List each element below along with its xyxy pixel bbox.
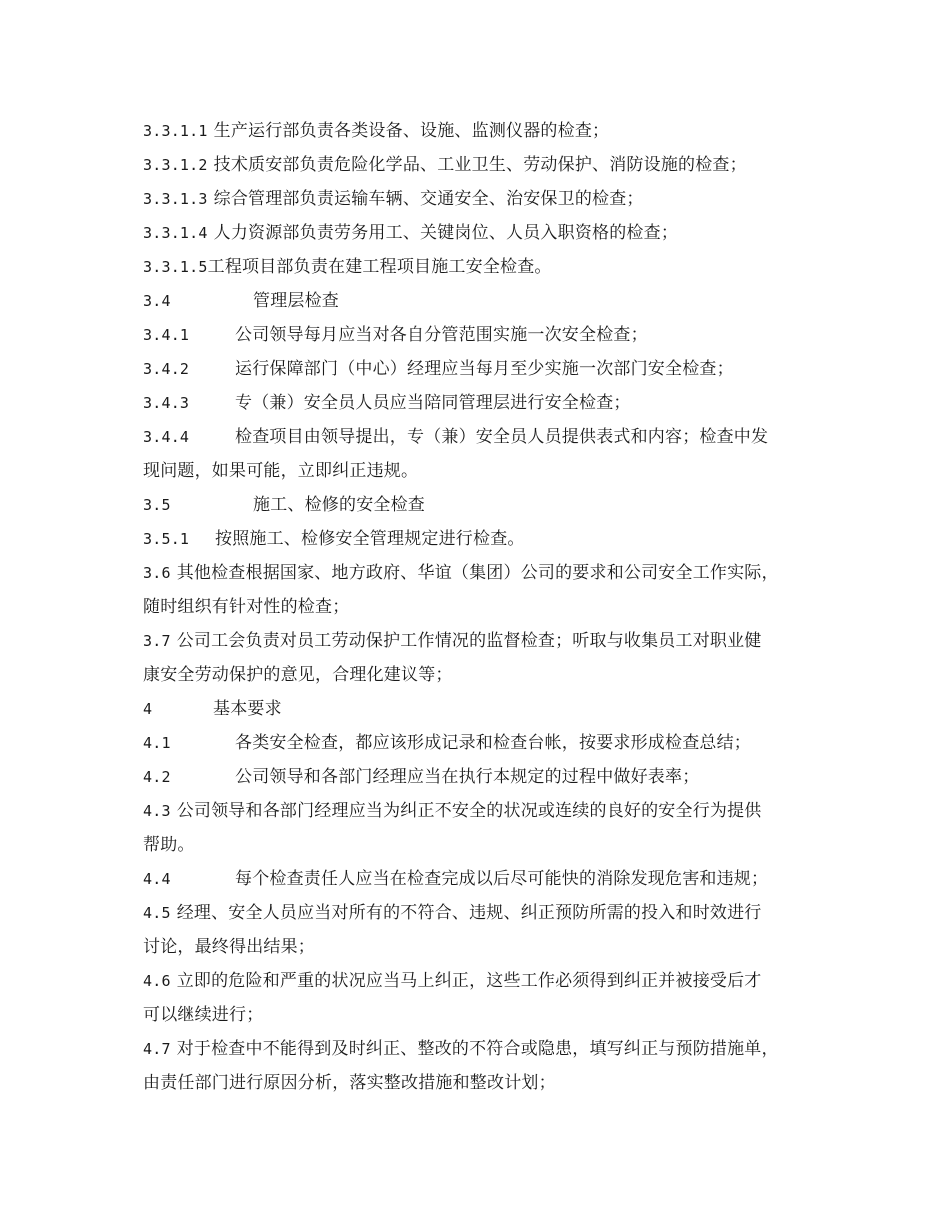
section-title: 管理层检查 — [253, 291, 339, 311]
clause-text: 各类安全检查，都应该形成记录和检查台帐，按要求形成检查总结； — [235, 733, 751, 753]
clause-3-7-continued — [143, 658, 823, 692]
section-3-4-heading — [143, 284, 823, 318]
clause-text: 立即的危险和严重的状况应当马上纠正，这些工作必须得到纠正并被接受后才 — [176, 971, 762, 991]
clause-text: 经理、安全人员应当对所有的不符合、违规、纠正预防所需的投入和时效进行 — [176, 903, 762, 923]
clause-number: 3.4.3 — [143, 394, 190, 412]
clause-number: 4.5 — [143, 904, 171, 922]
section-number: 3.4 — [143, 292, 171, 310]
clause-number: 3.3.1.2 — [143, 156, 208, 174]
clause-4-4 — [143, 862, 823, 896]
clause-4-7 — [143, 1032, 823, 1066]
clause-text: 随时组织有针对性的检查； — [143, 597, 350, 617]
clause-3-3-1-4 — [143, 216, 823, 250]
clause-3-3-1-1 — [143, 114, 823, 148]
clause-3-6-continued — [143, 590, 823, 624]
clause-3-3-1-5 — [143, 250, 823, 284]
section-4-heading — [143, 692, 823, 726]
clause-text: 每个检查责任人应当在检查完成以后尽可能快的消除发现危害和违规； — [235, 869, 769, 889]
section-title: 施工、检修的安全检查 — [253, 495, 425, 515]
clause-text: 生产运行部负责各类设备、设施、监测仪器的检查； — [213, 121, 610, 141]
clause-text: 公司工会负责对员工劳动保护工作情况的监督检查；听取与收集员工对职业健 — [176, 631, 762, 651]
clause-text: 公司领导和各部门经理应当在执行本规定的过程中做好表率； — [235, 767, 700, 787]
clause-number: 3.5.1 — [143, 530, 190, 548]
clause-text: 技术质安部负责危险化学品、工业卫生、劳动保护、消防设施的检查； — [213, 155, 747, 175]
clause-number: 3.3.1.4 — [143, 224, 208, 242]
clause-number: 3.3.1.3 — [143, 190, 208, 208]
clause-3-4-1 — [143, 318, 823, 352]
clause-text: 专（兼）安全员人员应当陪同管理层进行安全检查； — [235, 393, 631, 413]
clause-number: 3.4.4 — [143, 428, 190, 446]
clause-number: 4.2 — [143, 768, 171, 786]
section-number: 4 — [143, 700, 153, 718]
document-body — [143, 114, 823, 1100]
clause-number: 3.4.2 — [143, 360, 190, 378]
clause-number: 4.6 — [143, 972, 171, 990]
clause-3-4-3 — [143, 386, 823, 420]
clause-number: 4.3 — [143, 802, 171, 820]
clause-text: 检查项目由领导提出，专（兼）安全员人员提供表式和内容；检查中发 — [235, 427, 769, 447]
section-3-5-heading — [143, 488, 823, 522]
clause-text: 工程项目部负责在建工程项目施工安全检查。 — [207, 257, 552, 277]
clause-4-5-continued — [143, 930, 823, 964]
clause-text: 现问题，如果可能，立即纠正违规。 — [143, 461, 419, 481]
clause-3-4-4 — [143, 420, 823, 454]
clause-4-2 — [143, 760, 823, 794]
clause-text: 由责任部门进行原因分析，落实整改措施和整改计划； — [143, 1073, 556, 1093]
clause-text: 对于检查中不能得到及时纠正、整改的不符合或隐患，填写纠正与预防措施单， — [176, 1039, 779, 1059]
clause-number: 4.7 — [143, 1040, 171, 1058]
clause-number: 4.4 — [143, 870, 171, 888]
clause-4-7-continued — [143, 1066, 823, 1100]
clause-4-5 — [143, 896, 823, 930]
clause-3-3-1-3 — [143, 182, 823, 216]
clause-text: 公司领导每月应当对各自分管范围实施一次安全检查； — [235, 325, 648, 345]
clause-text: 康安全劳动保护的意见，合理化建议等； — [143, 665, 453, 685]
section-number: 3.5 — [143, 496, 171, 514]
clause-3-6 — [143, 556, 823, 590]
clause-4-3 — [143, 794, 823, 828]
clause-4-6-continued — [143, 998, 823, 1032]
clause-number: 3.4.1 — [143, 326, 190, 344]
clause-text: 按照施工、检修安全管理规定进行检查。 — [215, 529, 525, 549]
clause-text: 其他检查根据国家、地方政府、华谊（集团）公司的要求和公司安全工作实际， — [176, 563, 779, 583]
clause-text: 运行保障部门（中心）经理应当每月至少实施一次部门安全检查； — [235, 359, 734, 379]
clause-text: 综合管理部负责运输车辆、交通安全、治安保卫的检查； — [213, 189, 644, 209]
clause-4-1 — [143, 726, 823, 760]
clause-3-4-4-continued — [143, 454, 823, 488]
section-title: 基本要求 — [213, 699, 282, 719]
clause-4-3-continued — [143, 828, 823, 862]
clause-text: 人力资源部负责劳务用工、关键岗位、人员入职资格的检查； — [213, 223, 679, 243]
clause-3-4-2 — [143, 352, 823, 386]
clause-number: 4.1 — [143, 734, 171, 752]
clause-3-3-1-2 — [143, 148, 823, 182]
clause-number: 3.7 — [143, 632, 171, 650]
clause-text: 讨论，最终得出结果； — [143, 937, 315, 957]
clause-3-5-1 — [143, 522, 823, 556]
clause-number: 3.3.1.5 — [143, 258, 208, 276]
clause-text: 帮助。 — [143, 835, 195, 855]
clause-number: 3.3.1.1 — [143, 122, 208, 140]
clause-text: 公司领导和各部门经理应当为纠正不安全的状况或连续的良好的安全行为提供 — [176, 801, 762, 821]
clause-3-7 — [143, 624, 823, 658]
clause-text: 可以继续进行； — [143, 1005, 264, 1025]
clause-4-6 — [143, 964, 823, 998]
clause-number: 3.6 — [143, 564, 171, 582]
